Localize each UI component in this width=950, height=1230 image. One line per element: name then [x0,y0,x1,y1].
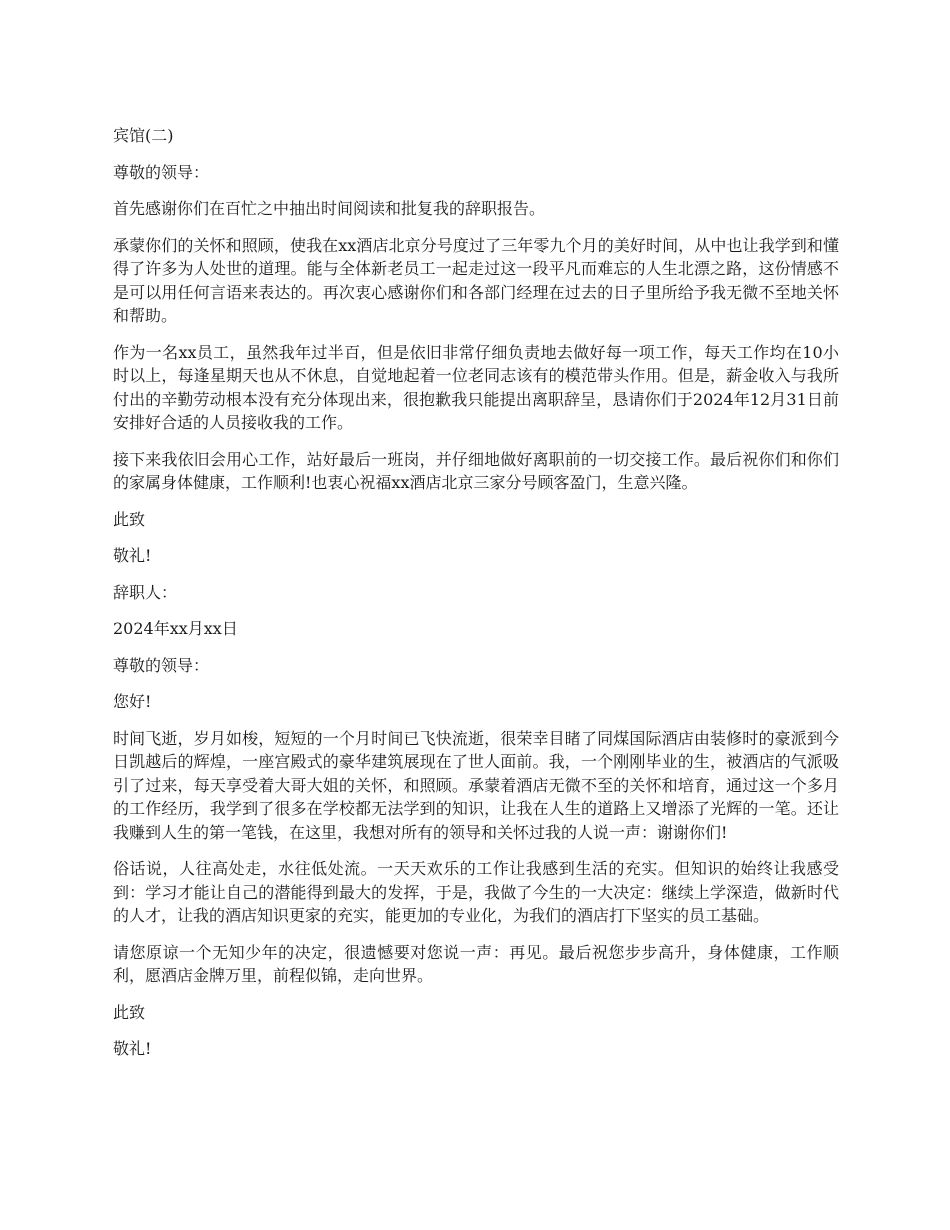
body-paragraph: 承蒙你们的关怀和照顾，使我在xx酒店北京分号度过了三年零九个月的美好时间，从中也让我学到和懂得了许多为人处世的道理。能与全体新老员工一起走过这一段平凡而难忘的人生北漂之路，这份情感不是可以用任何言语来表达的。再次衷心感谢你们和各部门经理在过去的日子里所给予我无微不至地关怀和帮助。 [113,235,839,325]
salutation: 尊敬的领导： [113,162,210,182]
body-paragraph: 请您原谅一个无知少年的决定，很遗憾要对您说一声：再见。最后祝您步步高升，身体健康，工作顺利，愿酒店金牌万里，前程似锦，走向世界。 [113,942,839,985]
body-paragraph: 接下来我依旧会用心工作，站好最后一班岗，并仔细地做好离职前的一切交接工作。最后祝你们和你们的家属身体健康，工作顺利!也衷心祝福xx酒店北京三家分号顾客盈门，生意兴隆。 [113,449,839,492]
body-paragraph: 作为一名xx员工，虽然我年过半百，但是依旧非常仔细负责地去做好每一项工作，每天工作均在10小时以上，每逢星期天也从不休息，自觉地起着一位老同志该有的模范带头作用。但是，薪金收入与我所付出的辛勤劳动根本没有充分体现出来，很抱歉我只能提出离职辞呈，恳请你们于2024年12月31日前安排好合适的人员接收我的工作。 [113,342,839,432]
body-paragraph: 俗话说，人往高处走，水往低处流。一天天欢乐的工作让我感到生活的充实。但知识的始终让我感受到：学习才能让自己的潜能得到最大的发挥，于是，我做了今生的一大决定：继续上学深造，做新时代的人才，让我的酒店知识更家的充实，能更加的专业化，为我们的酒店打下坚实的员工基础。 [113,859,839,925]
signature-label: 辞职人： [113,582,178,602]
salutation: 尊敬的领导： [113,655,210,675]
body-paragraph: 时间飞逝，岁月如梭，短短的一个月时间已飞快流逝，很荣幸目睹了同煤国际酒店由装修时的豪派到今日凯越后的辉煌，一座宫殿式的豪华建筑展现在了世人面前。我，一个刚刚毕业的生，被酒店的气派吸引了过来，每天享受着大哥大姐的关怀，和照顾。承蒙着酒店无微不至的关怀和培育，通过这一个多月的工作经历，我学到了很多在学校都无法学到的知识，让我在人生的道路上又增添了光辉的一笔。还让我赚到人生的第一笔钱，在这里，我想对所有的领导和关怀过我的人说一声：谢谢你们! [113,728,839,842]
closing-line: 此致 [113,509,146,529]
closing-line: 此致 [113,1002,146,1022]
closing-regards: 敬礼! [113,546,152,565]
document-page [113,124,839,1074]
closing-regards: 敬礼! [113,1039,152,1058]
document-heading: 宾馆(二) [113,126,174,145]
date-line: 2024年xx月xx日 [113,619,238,638]
greeting: 您好! [113,692,152,711]
body-paragraph: 首先感谢你们在百忙之中抽出时间阅读和批复我的辞职报告。 [113,199,546,218]
